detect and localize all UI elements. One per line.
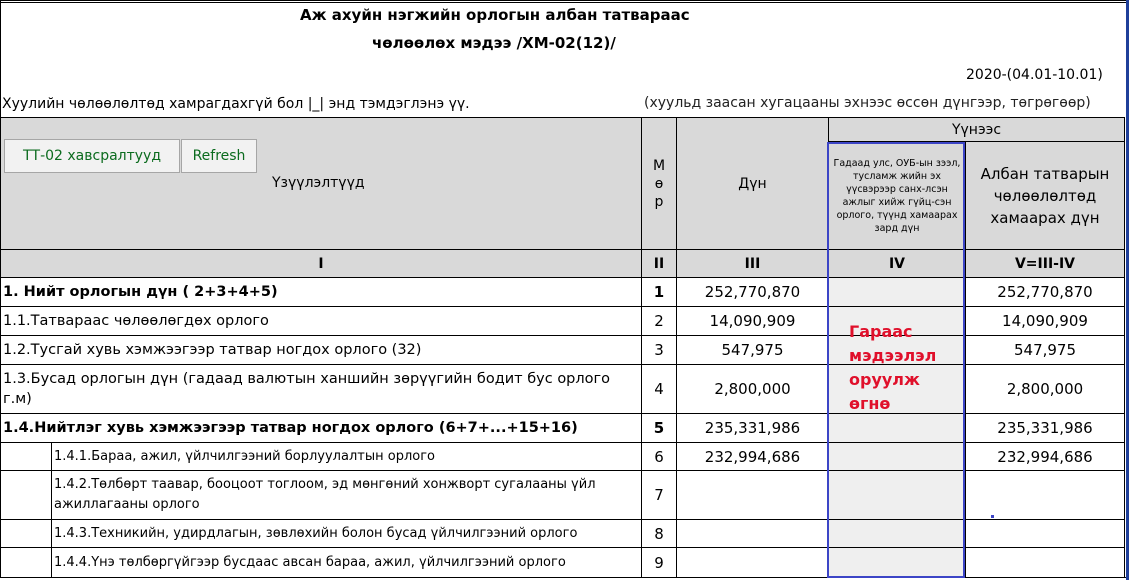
report-period: 2020-(04.01-10.01) (966, 67, 1103, 83)
row-number: 2 (642, 307, 677, 336)
exempt-cell[interactable]: 14,090,909 (966, 307, 1125, 336)
row-label: 1.4.3.Техникийн, удирдлагын, зөвлөхийн болон бусад үйлчилгээний орлого (52, 520, 642, 548)
exempt-cell[interactable] (966, 548, 1125, 578)
row-indent-cell (0, 520, 52, 548)
foreign-cell[interactable] (829, 414, 966, 443)
refresh-button[interactable]: Refresh (181, 139, 257, 173)
row-number: 6 (642, 443, 677, 471)
exempt-cell[interactable]: 2,800,000 (966, 365, 1125, 414)
form-subtitle: чөлөөлөх мэдээ /ХМ-02(12)/ (372, 34, 616, 52)
amount-cell[interactable] (677, 520, 829, 548)
roman-col-2: II (642, 250, 677, 278)
roman-col-1: I (0, 250, 642, 278)
exempt-cell[interactable] (966, 520, 1125, 548)
exempt-cell[interactable]: 235,331,986 (966, 414, 1125, 443)
roman-col-4: IV (829, 250, 966, 278)
exempt-cell[interactable]: 232,994,686 (966, 443, 1125, 471)
tt02-attachments-button[interactable]: ТТ-02 хавсралтууд (4, 139, 180, 173)
amount-cell[interactable]: 235,331,986 (677, 414, 829, 443)
row-number: 1 (642, 278, 677, 307)
amount-cell[interactable] (677, 548, 829, 578)
units-note: (хуульд заасан хугацааны эхнээс өссөн дүнгээр, төгрөгөөр) (644, 95, 1091, 111)
row-label: 1.3.Бусад орлогын дүн (гадаад валютын ханшийн зөрүүгийн бодит бус орлого г.м) (0, 365, 642, 414)
row-number: 5 (642, 414, 677, 443)
col-header-foreign: Гадаад улс, ОУБ-ын зээл, тусламж жийн эх үүсвэрээр санх-лсэн ажлыг хийж гүйц-сэн орлого, түүнд хамаарах зард дүн (829, 142, 966, 250)
row-label: 1.4.2.Төлбөрт таавар, бооцоот тоглоом, эд мөнгөний хонжворт сугалааны үйл ажиллагааны орлого (52, 471, 642, 520)
row-indent-cell (0, 471, 52, 520)
roman-col-5: V=III-IV (966, 250, 1125, 278)
row-number: 9 (642, 548, 677, 578)
row-indent-cell (0, 443, 52, 471)
foreign-cell[interactable] (829, 548, 966, 578)
amount-cell[interactable]: 14,090,909 (677, 307, 829, 336)
col-header-indicators-label: Үзүүлэлтүүд (272, 175, 365, 191)
amount-cell[interactable] (677, 471, 829, 520)
row-number: 7 (642, 471, 677, 520)
col-header-exempt: Албан татварын чөлөөлөлтөд хамаарах дүн (966, 142, 1125, 250)
form-title: Аж ахуйн нэгжийн орлогын албан татвараас (300, 6, 690, 24)
foreign-cell[interactable] (829, 520, 966, 548)
manual-entry-note: Гараас мэдээлэл оруулж өгнө (849, 322, 937, 413)
col-header-group: Үүнээс (829, 117, 1125, 142)
row-label: 1.4.4.Үнэ төлбөргүйгээр бусдаас авсан бараа, ажил, үйлчилгээний орлого (52, 548, 642, 578)
col-header-indicators (0, 117, 642, 250)
exempt-cell[interactable] (966, 471, 1125, 520)
amount-cell[interactable]: 2,800,000 (677, 365, 829, 414)
amount-cell[interactable]: 252,770,870 (677, 278, 829, 307)
exempt-cell[interactable]: 252,770,870 (966, 278, 1125, 307)
col-header-amount: Дүн (677, 117, 829, 250)
row-label: 1.4.Нийтлэг хувь хэмжээгээр татвар ногдох орлого (6+7+...+15+16) (0, 414, 642, 443)
top-rule (0, 2, 1129, 3)
roman-col-3: III (677, 250, 829, 278)
col-header-row-number: М ө р (642, 117, 677, 250)
row-number: 4 (642, 365, 677, 414)
cursor-dot (991, 515, 994, 518)
exemption-note: Хуулийн чөлөөлөлтөд хамрагдахгүй бол |_| энд тэмдэглэнэ үү. (2, 96, 470, 112)
row-label: 1.4.1.Бараа, ажил, үйлчилгээний борлуулалтын орлого (52, 443, 642, 471)
foreign-cell[interactable] (829, 278, 966, 307)
foreign-cell[interactable] (829, 471, 966, 520)
exempt-cell[interactable]: 547,975 (966, 336, 1125, 365)
row-label: 1.2.Тусгай хувь хэмжээгээр татвар ногдох орлого (32) (0, 336, 642, 365)
row-number: 8 (642, 520, 677, 548)
row-number: 3 (642, 336, 677, 365)
row-label: 1. Нийт орлогын дүн ( 2+3+4+5) (0, 278, 642, 307)
row-label: 1.1.Татвараас чөлөөлөгдөх орлого (0, 307, 642, 336)
amount-cell[interactable]: 232,994,686 (677, 443, 829, 471)
amount-cell[interactable]: 547,975 (677, 336, 829, 365)
row-indent-cell (0, 548, 52, 578)
foreign-cell[interactable] (829, 443, 966, 471)
